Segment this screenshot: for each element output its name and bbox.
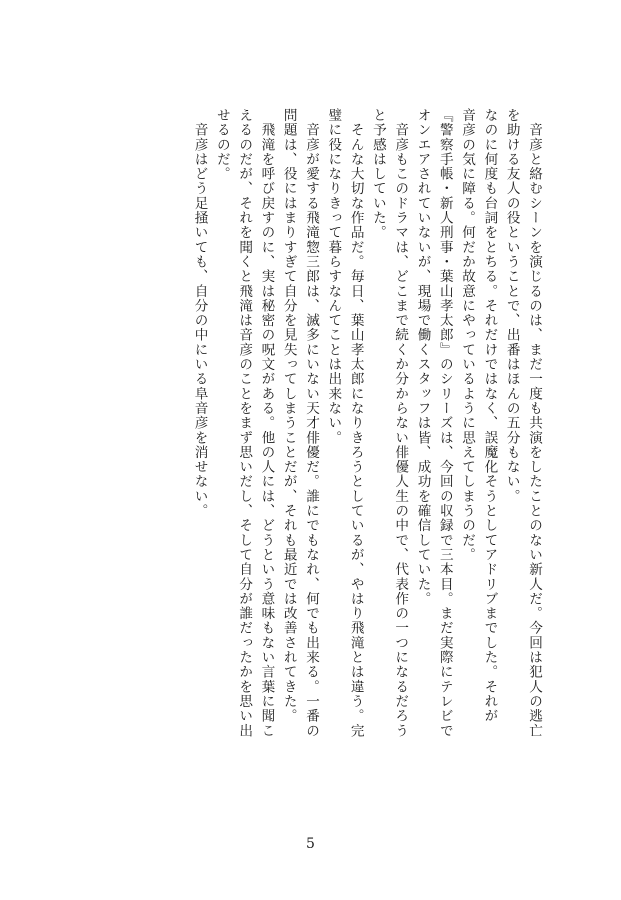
text-line: 音彦の気に障る。何だか故意にやっているように思えてしまうのだ。 xyxy=(459,108,476,563)
body-text xyxy=(188,108,545,748)
text-line: 問題は、役にはまりすぎて自分を見失ってしまうことだが、それも最近では改善されてきた。 xyxy=(280,108,297,724)
text-line: と予感はしていた。 xyxy=(369,108,386,240)
text-line: オンエアされていないが、現場で働くスタッフは皆、成功を確信していた。 xyxy=(414,108,431,607)
text-line: 飛滝を呼び戻すのに、実は秘密の呪文がある。他の人には、どうという意味もない言葉に聞こ xyxy=(258,108,275,738)
page-number: 5 xyxy=(306,836,315,852)
text-line: 音彦と絡むシーンを演じるのは、まだ一度も共演をしたことのない新人だ。今回は犯人の逃亡 xyxy=(526,108,542,738)
text-line: 『警察手帳・新人刑事・葉山孝太郎』のシリーズは、今回の収録で三本目。まだ実際にテレビで xyxy=(436,108,453,738)
text-line: を助ける友人の役ということで、出番はほんの五分もない。 xyxy=(503,108,520,504)
text-line: なのに何度も台詞をとちる。それだけではなく、誤魔化そうとしてアドリブまでした。それが xyxy=(481,108,498,724)
text-line: 音彦が愛する飛滝惣三郎は、滅多にいない天才俳優だ。誰にでもなれ、何でも出来る。一番の xyxy=(303,108,320,738)
text-line: せるのだ。 xyxy=(213,108,230,182)
text-line: えるのだが、それを聞くと飛滝は音彦のことをまず思いだし、そして自分が誰だったかを思い出 xyxy=(236,108,253,738)
text-line: 音彦はどう足掻いても、自分の中にいる阜音彦を消せない。 xyxy=(191,108,208,519)
text-line: 音彦もこのドラマは、どこまで続くか分からない俳優人生の中で、代表作の一つになるだろう xyxy=(392,108,409,738)
text-line: 璧に役になりきって暮らすなんてことは出来ない。 xyxy=(325,108,342,445)
text-line: そんな大切な作品だ。毎日、葉山孝太郎になりきろうとしているが、やはり飛滝とは違う。完 xyxy=(347,108,364,738)
